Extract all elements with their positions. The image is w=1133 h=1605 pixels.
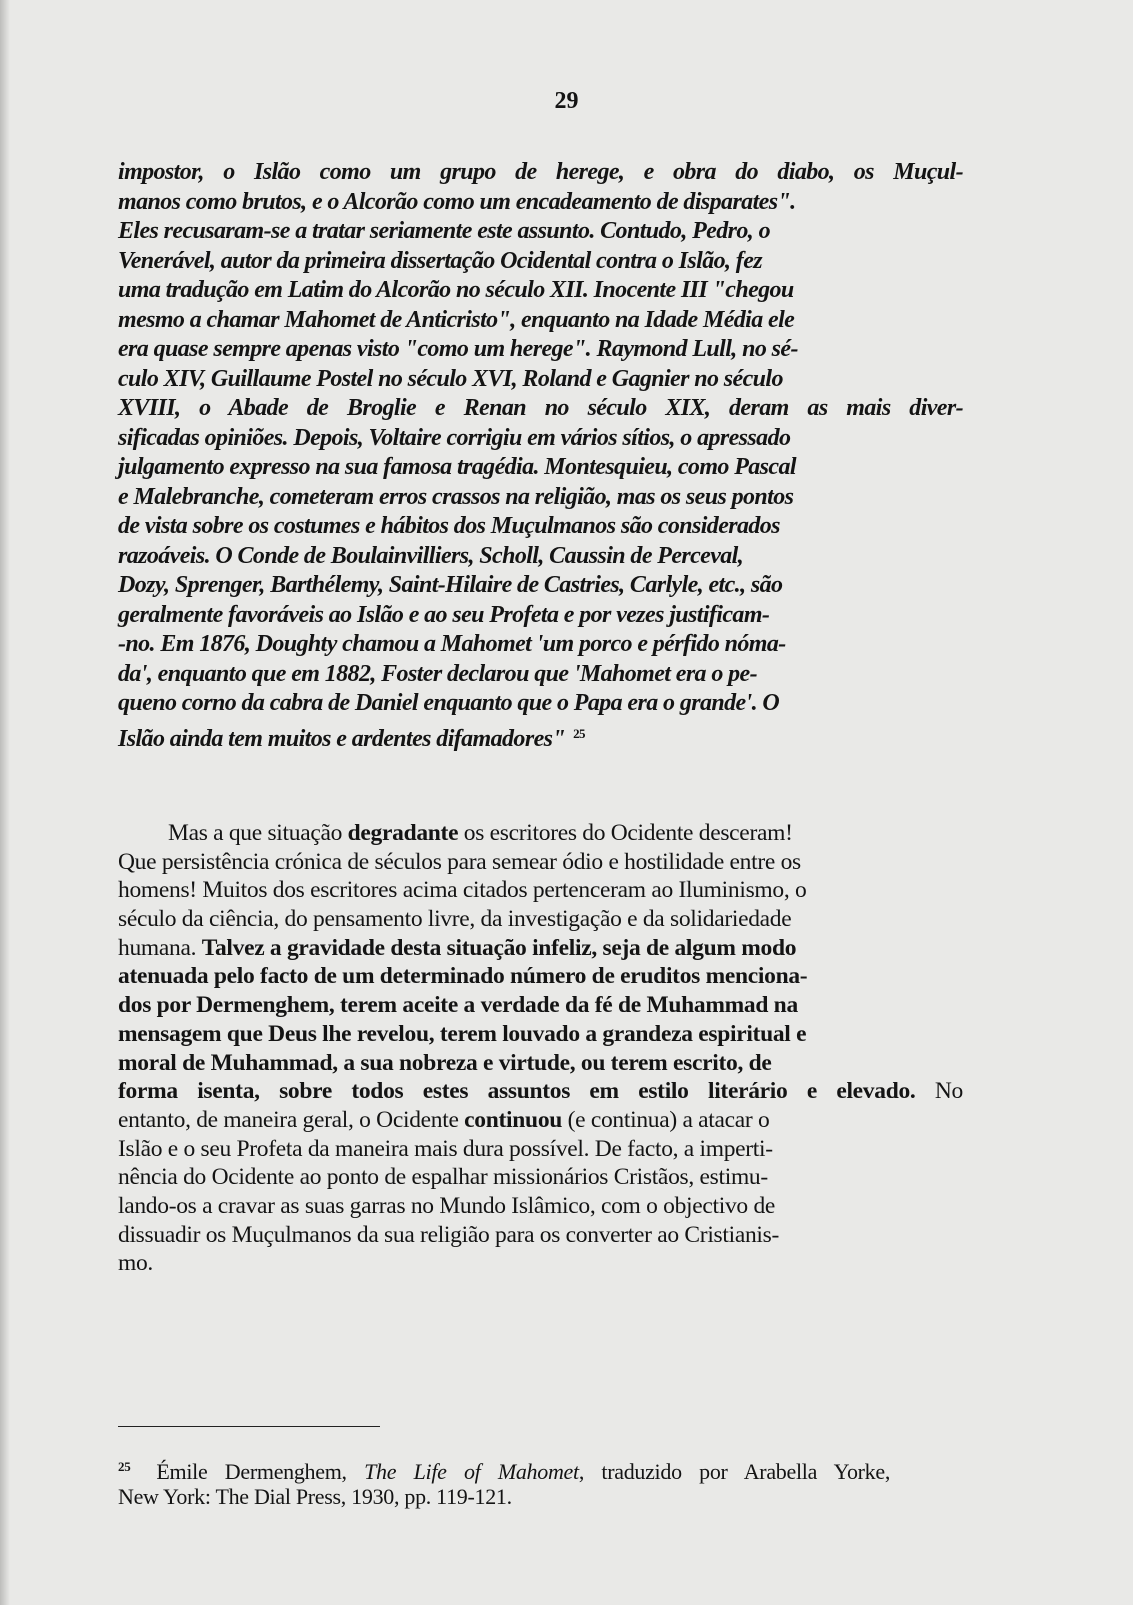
- quote-line: [118, 542, 963, 572]
- paragraph-line: [118, 1106, 963, 1135]
- quote-line-text: queno corno da cabra de Daniel enquanto que o Papa era o grande'. O: [118, 690, 780, 716]
- quote-line-text: manos como brutos, e o Alcorão como um encadeamento de disparates".: [118, 188, 796, 215]
- quote-line-text: Eles recusaram-se a tratar seriamente este assunto. Contudo, Pedro, o: [118, 218, 770, 244]
- quote-line: [118, 188, 963, 218]
- paragraph-line: [118, 962, 963, 991]
- quote-line: [118, 335, 963, 365]
- quote-line-text: Dozy, Sprenger, Barthélemy, Saint-Hilaire de Castries, Carlyle, etc., são: [118, 572, 783, 598]
- quote-line: [118, 394, 963, 424]
- text-segment: Talvez a gravidade desta situação infeliz, seja de algum modo: [201, 934, 797, 961]
- paragraph-line: [118, 819, 963, 848]
- quote-line: [118, 158, 963, 188]
- quote-line: [118, 247, 963, 277]
- quote-line-text: Venerável, autor da primeira dissertação Ocidental contra o Islão, fez: [118, 247, 762, 274]
- text-segment: lando-os a cravar as suas garras no Mundo Islâmico, com o objectivo de: [118, 1192, 776, 1219]
- text-segment: continuou: [464, 1106, 563, 1133]
- quote-line: [118, 571, 963, 601]
- quote-line: [118, 601, 963, 631]
- text-segment: século da ciência, do pensamento livre, da investigação e da solidariedade: [118, 906, 792, 933]
- quote-line: [118, 424, 963, 454]
- text-segment: Que persistência crónica de séculos para semear ódio e hostilidade entre os: [118, 848, 801, 875]
- quote-line: [118, 689, 963, 719]
- paragraph-line: [118, 934, 963, 963]
- quote-line-text: e Malebranche, cometeram erros crassos na religião, mas os seus pontos: [118, 483, 794, 510]
- quote-line-text: julgamento expresso na sua famosa tragédia. Montesquieu, como Pascal: [118, 454, 796, 480]
- text-segment: Mas a que situação: [168, 820, 348, 846]
- quote-line-text: de vista sobre os costumes e hábitos dos Muçulmanos são considerados: [118, 513, 780, 539]
- quote-line: [118, 660, 963, 690]
- paragraph-line: [118, 1020, 963, 1049]
- body-paragraph: [118, 819, 963, 1278]
- quote-line-text: XVIII, o Abade de Broglie e Renan no século XIX, deram as mais diver-: [118, 395, 963, 421]
- text-segment: No: [915, 1078, 963, 1105]
- paragraph-line: [118, 1135, 963, 1164]
- quote-line: [118, 276, 963, 306]
- text-segment: entanto, de maneira geral, o Ocidente: [118, 1106, 465, 1133]
- footnote-reference: 25: [573, 725, 585, 741]
- paragraph-line: [118, 991, 963, 1020]
- footnote-rest: , traduzido por Arabella Yorke,: [578, 1459, 891, 1484]
- page-edge-shadow: [0, 0, 10, 1605]
- quote-line: [118, 453, 963, 483]
- text-segment: nência do Ocidente ao ponto de espalhar missionários Cristãos, estimu-: [118, 1164, 768, 1191]
- paragraph-line: [118, 1163, 963, 1192]
- text-segment: (e continua) a atacar o: [562, 1106, 770, 1133]
- paragraph-line: [118, 1249, 963, 1278]
- quote-line: [118, 365, 963, 395]
- quote-line-text: culo XIV, Guillaume Postel no século XVI, Roland e Gagnier no século: [118, 365, 783, 392]
- text-segment: Islão e o seu Profeta da maneira mais dura possível. De facto, a imperti-: [118, 1135, 773, 1162]
- quote-line-text: sificadas opiniões. Depois, Voltaire corrigiu em vários sítios, o apressado: [118, 424, 791, 451]
- quote-line-text: da', enquanto que em 1882, Foster declarou que 'Mahomet era o pe-: [118, 660, 758, 687]
- paragraph-line: [118, 876, 963, 905]
- quote-line: [118, 512, 963, 542]
- quote-line: [118, 217, 963, 247]
- text-segment: dissuadir os Muçulmanos da sua religião para os converter ao Cristianis-: [118, 1221, 780, 1248]
- quote-line-text: uma tradução em Latim do Alcorão no século XII. Inocente III "chegou: [118, 277, 794, 303]
- text-segment: homens! Muitos dos escritores acima citados pertenceram ao Iluminismo, o: [118, 877, 807, 904]
- footnote-line-2: New York: The Dial Press, 1930, pp. 119-121.: [118, 1484, 512, 1509]
- quote-line-text: razoáveis. O Conde de Boulainvilliers, Scholl, Caussin de Perceval,: [118, 542, 744, 569]
- quote-line: [118, 483, 963, 513]
- footnote: [118, 1452, 963, 1512]
- quote-line: [118, 306, 963, 336]
- paragraph-line: [118, 1192, 963, 1221]
- paragraph-line: [118, 848, 963, 877]
- paragraph-line: [118, 1221, 963, 1250]
- text-segment: dos por Dermenghem, terem aceite a verdade da fé de Muhammad na: [118, 992, 798, 1019]
- quote-line-text: geralmente favoráveis ao Islão e ao seu Profeta e por vezes justificam-: [118, 601, 770, 628]
- footnote-author: Émile Dermenghem,: [156, 1459, 365, 1484]
- page-number: 29: [554, 88, 579, 114]
- block-quote: [118, 158, 963, 752]
- footnote-number: 25: [118, 1459, 131, 1474]
- text-segment: mo.: [118, 1250, 154, 1277]
- quote-line: [118, 630, 963, 660]
- text-segment: humana.: [118, 934, 202, 961]
- text-segment: os escritores do Ocidente desceram!: [458, 820, 793, 846]
- paragraph-line: [118, 1077, 963, 1106]
- quote-line-text: -no. Em 1876, Doughty chamou a Mahomet 'um porco e pérfido nóma-: [118, 631, 786, 657]
- text-segment: mensagem que Deus lhe revelou, terem louvado a grandeza espiritual e: [118, 1020, 807, 1047]
- footnote-title: The Life of Mahomet: [364, 1459, 579, 1484]
- footnote-rule: [118, 1426, 380, 1427]
- quote-line-text: Islão ainda tem muitos e ardentes difamadores": [118, 725, 566, 752]
- text-segment: degradante: [347, 820, 459, 846]
- text-segment: moral de Muhammad, a sua nobreza e virtude, ou terem escrito, de: [118, 1049, 772, 1076]
- quote-line-text: era quase sempre apenas visto "como um herege". Raymond Lull, no sé-: [118, 336, 798, 362]
- paragraph-line: [118, 905, 963, 934]
- quote-line-text: impostor, o Islão como um grupo de herege, e obra do diabo, os Muçul-: [118, 159, 963, 185]
- quote-line: [118, 719, 963, 752]
- text-segment: atenuada pelo facto de um determinado número de eruditos menciona-: [118, 963, 808, 990]
- footnote-line-1: [118, 1452, 963, 1482]
- text-segment: forma isenta, sobre todos estes assuntos em estilo literário e elevado.: [118, 1078, 916, 1105]
- paragraph-line: [118, 1049, 963, 1078]
- quote-line-text: mesmo a chamar Mahomet de Anticristo", enquanto na Idade Média ele: [118, 306, 795, 333]
